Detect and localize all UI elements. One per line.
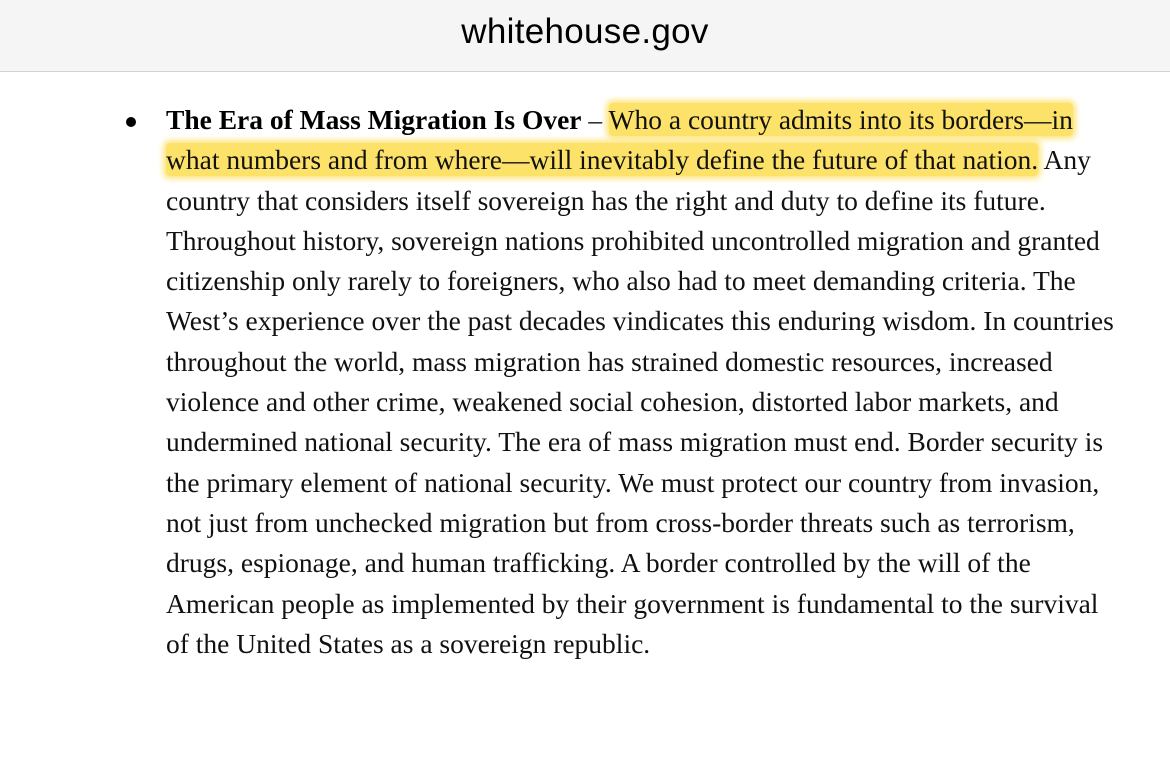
section-heading: The Era of Mass Migration Is Over — [166, 104, 582, 135]
heading-separator: – — [581, 104, 609, 135]
highlighted-passage: Who a country admits into its borders—in what numbers and from where—will inevitably define the future of that nation. — [166, 104, 1073, 176]
page-content — [0, 72, 1170, 759]
address-bar[interactable] — [0, 0, 1170, 72]
url-text[interactable]: whitehouse.gov — [461, 11, 709, 51]
bullet-point — [126, 117, 136, 127]
body-text: Any country that considers itself sovereign has the right and duty to define its future. Throughout history, sovereign nations prohibited uncontrolled migration and granted citizenship only rarely to foreigners, who also had to meet demanding criteria. The West’s experience over the past decades vindicates this enduring wisdom. In countries throughout the world, mass migration has strained domestic resources, increased violence and other crime, weakened social cohesion, distorted labor markets, and undermined national security. The era of mass migration must end. Border security is the primary element of national security. We must protect our country from invasion, not just from unchecked migration but from cross-border threats such as terrorism, drugs, espionage, and human trafficking. A border controlled by the will of the American people as implemented by their government is fundamental to the survival of the United States as a sovereign republic. — [166, 144, 1114, 659]
article-paragraph — [166, 100, 1126, 664]
